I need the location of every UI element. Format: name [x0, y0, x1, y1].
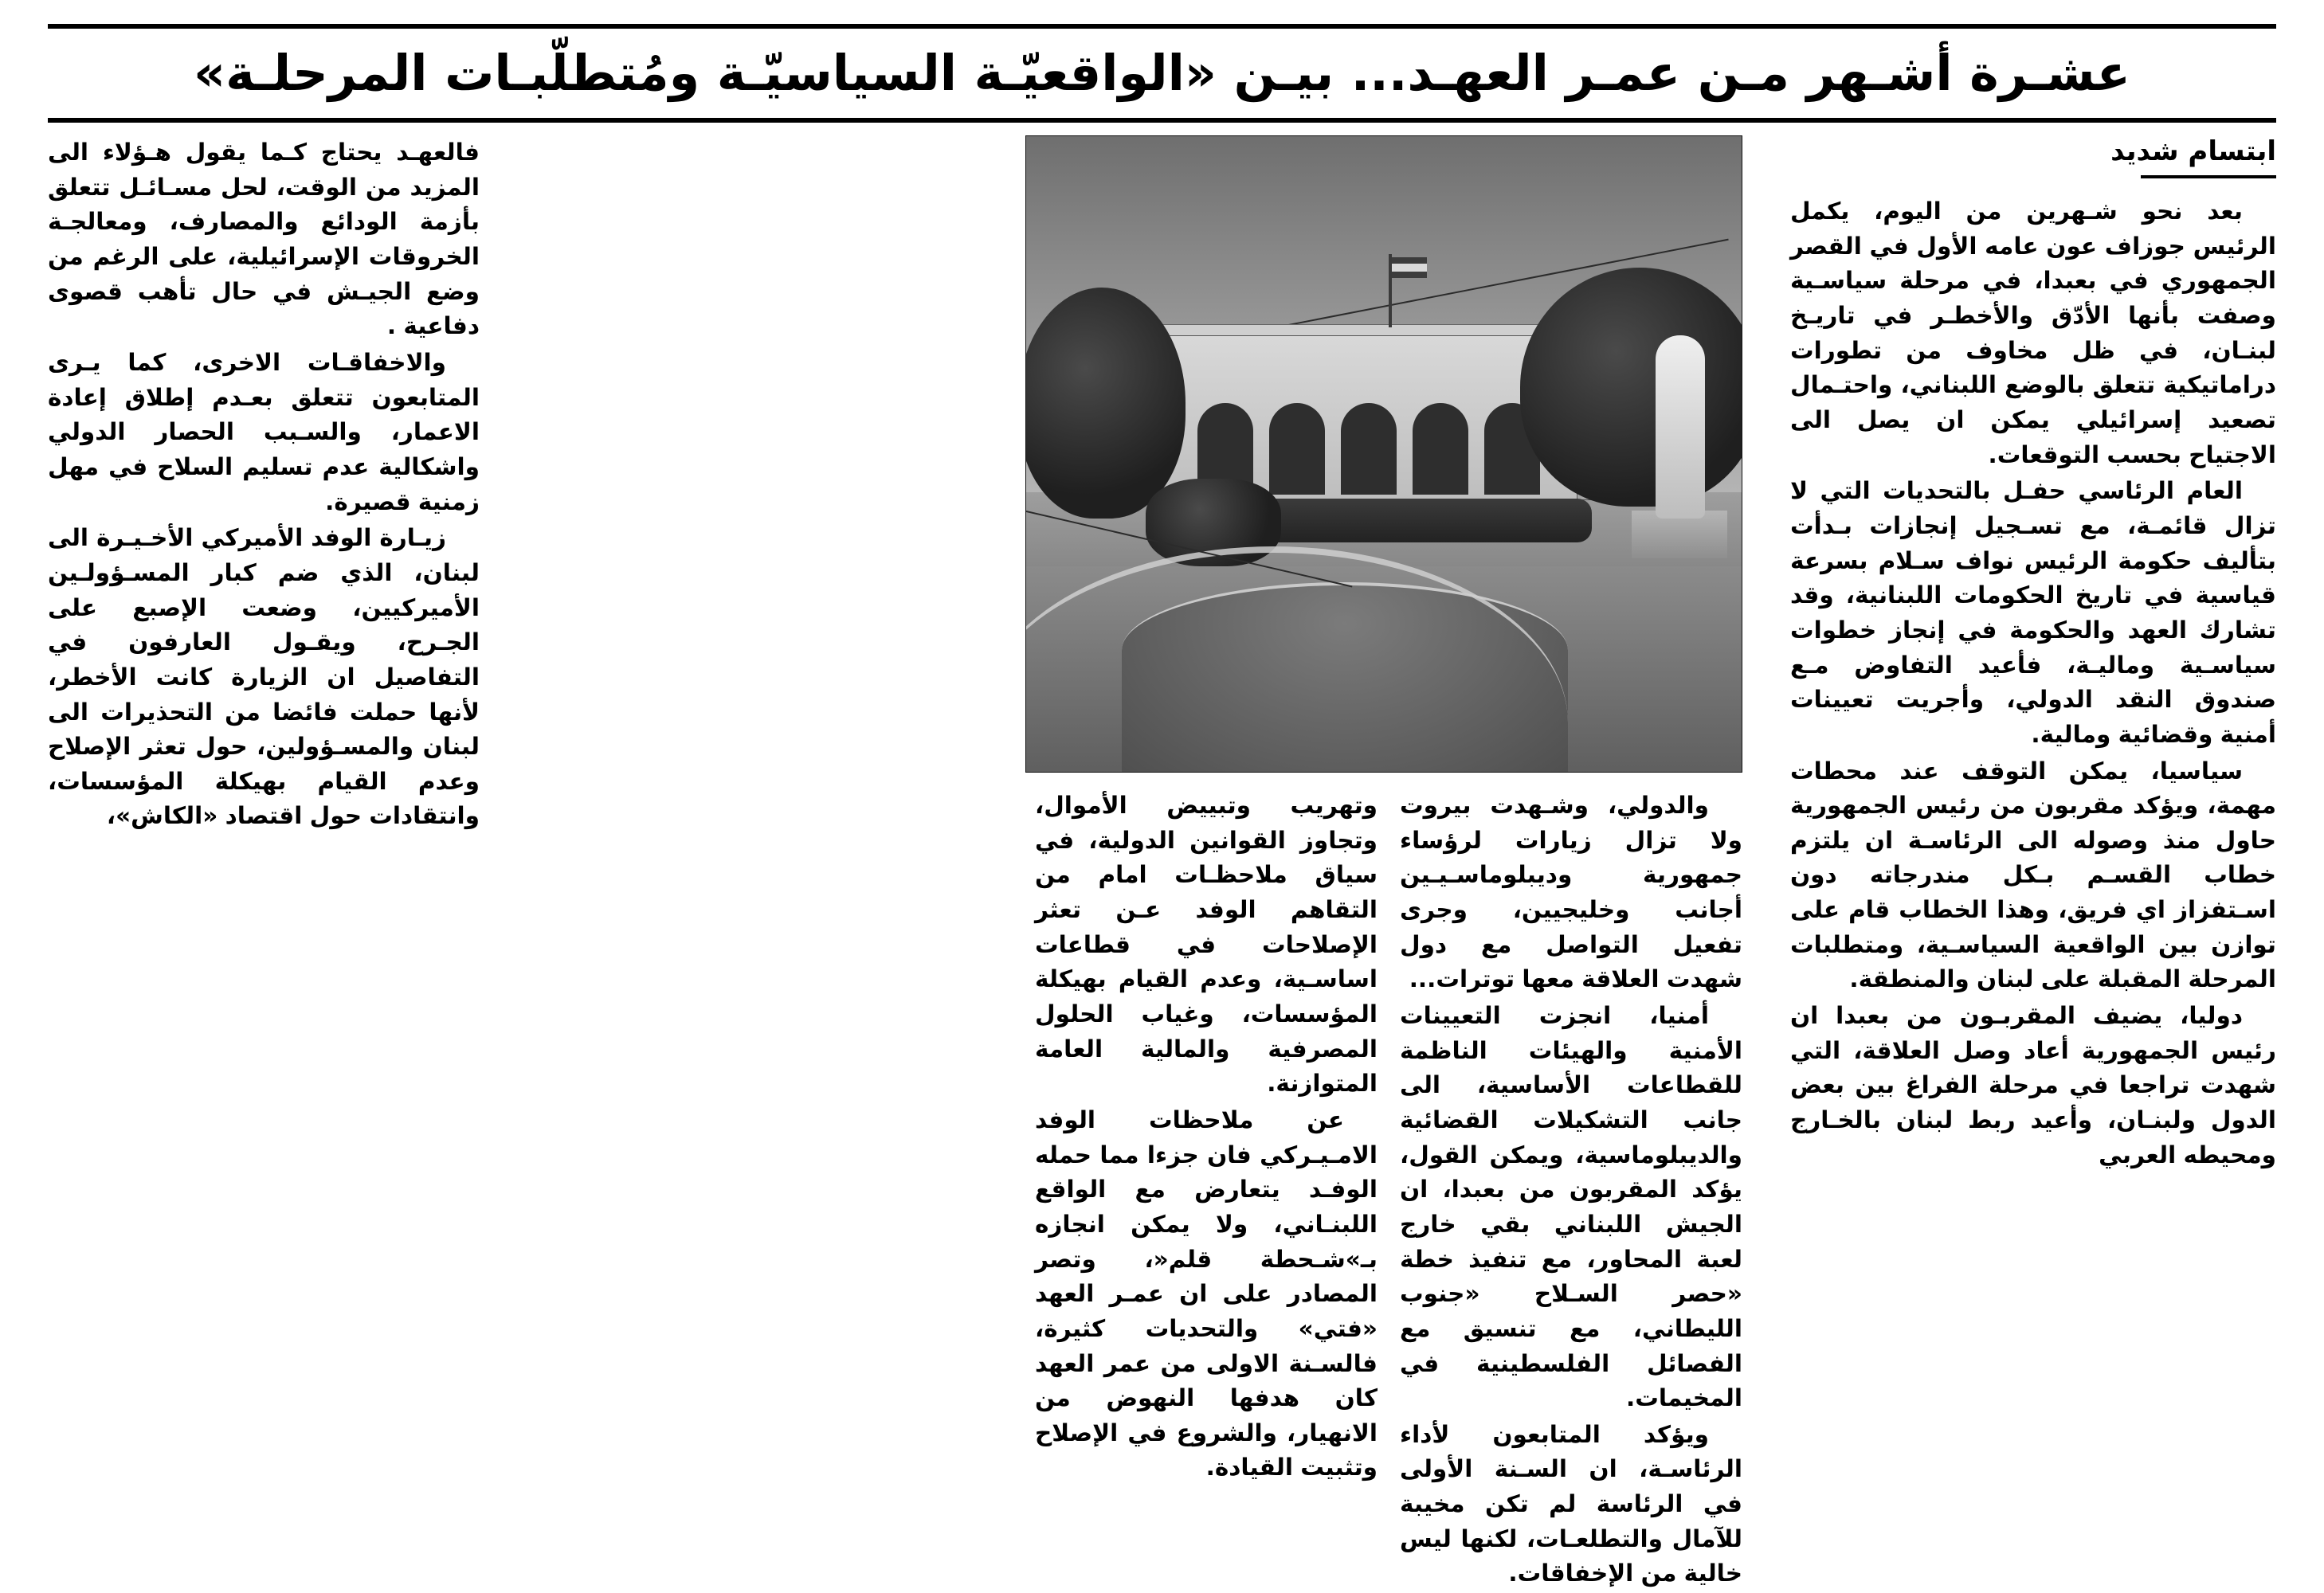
column-left [48, 135, 480, 1218]
paragraph: فالعهـد يحتاج كـما يقول هـؤلاء الى المزيد من الوقت، لحل مسـائـل تتعلق بأزمة الودائع والمصارف، ومعالجـة الخروقات الإسرائيلية، على الرغم من وضع الجيـش في حال تأهب قصوى دفاعية . [48, 139, 480, 340]
tree [1520, 268, 1742, 507]
paragraph: دوليا، يضيف المقربـون من بعبدا ان رئيس الجمهورية أعاد وصل العلاقة، التي شهدت تراجعا في مرحلة الفراغ بين بعض الدول ولبنـان، وأعيد ربط لبنان بالخـارج ومحيطه العربي [1790, 1002, 2276, 1168]
article-body [48, 135, 2276, 1587]
byline-rule [2141, 175, 2276, 178]
byline: ابتسام شديد [2110, 135, 2276, 167]
arch [1269, 403, 1325, 495]
tree [1025, 288, 1186, 519]
paragraph: والدولي، وشـهدت بيروت ولا تزال زيارات لرؤساء جمهورية وديبلوماسـيـين أجانب وخليجيين، وجرى تفعيل التواصل مع دول شهدت العلاقة معها توترات... [1400, 792, 1742, 993]
presidential-palace-baabda-photo [1025, 135, 1742, 773]
column-right [1790, 135, 2276, 1218]
headline-banner [48, 24, 2276, 123]
subcolumn-right [1400, 789, 1742, 1593]
lebanese-flag [1392, 257, 1427, 278]
paragraph: سياسيا، يمكن التوقف عند محطات مهمة، ويؤكد مقربون من رئيس الجمهورية حاول منذ وصوله الى الرئاسـة ان يلتزم خطاب القسـم بـكل مندرجاته دون اسـتفزاز اي فريق، وهذا الخطاب قام على توازن بين الواقعية السياسـية، ومتطلبات المرحلة المقبلة على لبنان والمنطقة. [1790, 757, 2276, 993]
arch [1341, 403, 1397, 495]
paragraph: العام الرئاسي حفـل بالتحديات التي لا تزال قائمـة، مع تسـجيل إنجازات بـدأت بتأليف حكومة الرئيس نواف سـلام بسرعة قياسية في تاريخ الحكومات اللبنانية، وقد تشارك العهد والحكومة في إنجاز خطوات سياسـية وماليـة، فأعيد التفاوض مـع صندوق النقد الدولي، وأجريت تعيينات أمنية وقضائية ومالية. [1790, 477, 2276, 748]
paragraph: بعد نحو شـهرين من اليوم، يكمل الرئيس جوزاف عون عامه الأول في القصر الجمهوري في بعبدا، في مرحلة سياسـية وصفت بأنها الأدّق والأخطـر في تاريـخ لبنـان، في ظل مخاوف من تطورات دراماتيكية تتعلق بالوضع اللبناني، واحتـمال تصعيد إسرائيلي يمكن ان يصل الى الاجتياح بحسب التوقعات. [1790, 198, 2276, 468]
paragraph: والاخفاقـات الاخرى، كما يـرى المتابعون تتعلق بعـدم إطلاق إعادة الاعمار، والسـبب الحصار الدولي واشكالية عدم تسليم السلاح في مهل زمنية قصيرة. [48, 348, 480, 515]
paragraph: أمنيا، انجزت التعيينات الأمنية والهيئات الناظمة للقطاعات الأساسية، الى جانب التشكيلات القضائية والديبلوماسية، ويمكن القول، يؤكد المقربون من بعبدا، ان الجيش اللبناني بقي خارج لعبة المحاور، مع تنفيذ خطة «حصر السـلاح «جنوب الليطاني، مع تنسيق مع الفصائل الفلسطينية في المخيمات. [1400, 1001, 1742, 1412]
subcolumn-left [1035, 789, 1378, 1487]
paragraph: ويؤكد المتابعون لأداء الرئاسـة، ان السـنة الأولى في الرئاسة لم تكن مخيبة للآمال والتطلعـات، لكنها ليس خالية من الإخفاقات. [1400, 1420, 1742, 1587]
arch [1413, 403, 1468, 495]
photo-block [1025, 135, 1742, 773]
paragraph: عن ملاحظات الوفد الامـيـركي فان جزءا مما حمله الوفـد يتعارض مع الواقع اللبنـاني، ولا يمكن انجازه بـ»شـحطة قلم«، وتصر المصادر على ان عمـر العهد «فتي» والتحديات كثيرة، فالسـنة الاولى من عمر العهد كان هدفها النهوض من الانهيار، والشروع في الإصلاح وتثبيت القيادة. [1035, 1106, 1378, 1481]
palace-arcade [1197, 399, 1540, 495]
column-center-under-photo [1025, 789, 1742, 1593]
page-title: عشـرة أشـهر مـن عمـر العهـد... بيـن «الواقعيّـة السياسيّـة ومُتطلّبـات المرحلـة» [194, 44, 2130, 103]
paragraph: زيـارة الوفد الأميركي الأخـيـرة الى لبنان، الذي ضم كبار المسـؤولـين الأميركيين، وضعت الإصبع على الجـرح، ويقـول العارفون في التفاصيل ان الزيارة كانت الأخطر، لأنها حملت فائضا من التحذيرات الى لبنان والمسـؤولين، حول تعثر الإصلاح وعدم القيام بهيكلة المؤسسات، وانتقادات حول اقتصاد «الكاش»، [48, 524, 480, 830]
paragraph: وتهريب وتبييض الأموال، وتجاوز القوانين الدولية، في سياق ملاحظـات امام من التقاهم الوفد عـن تعثر الإصلاحات في قطاعات اساسـية، وعدم القيام بهيكلة المؤسسات، وغياب الحلول المصرفية والمالية العامة المتوازنة. [1035, 792, 1378, 1098]
statue [1656, 335, 1705, 519]
